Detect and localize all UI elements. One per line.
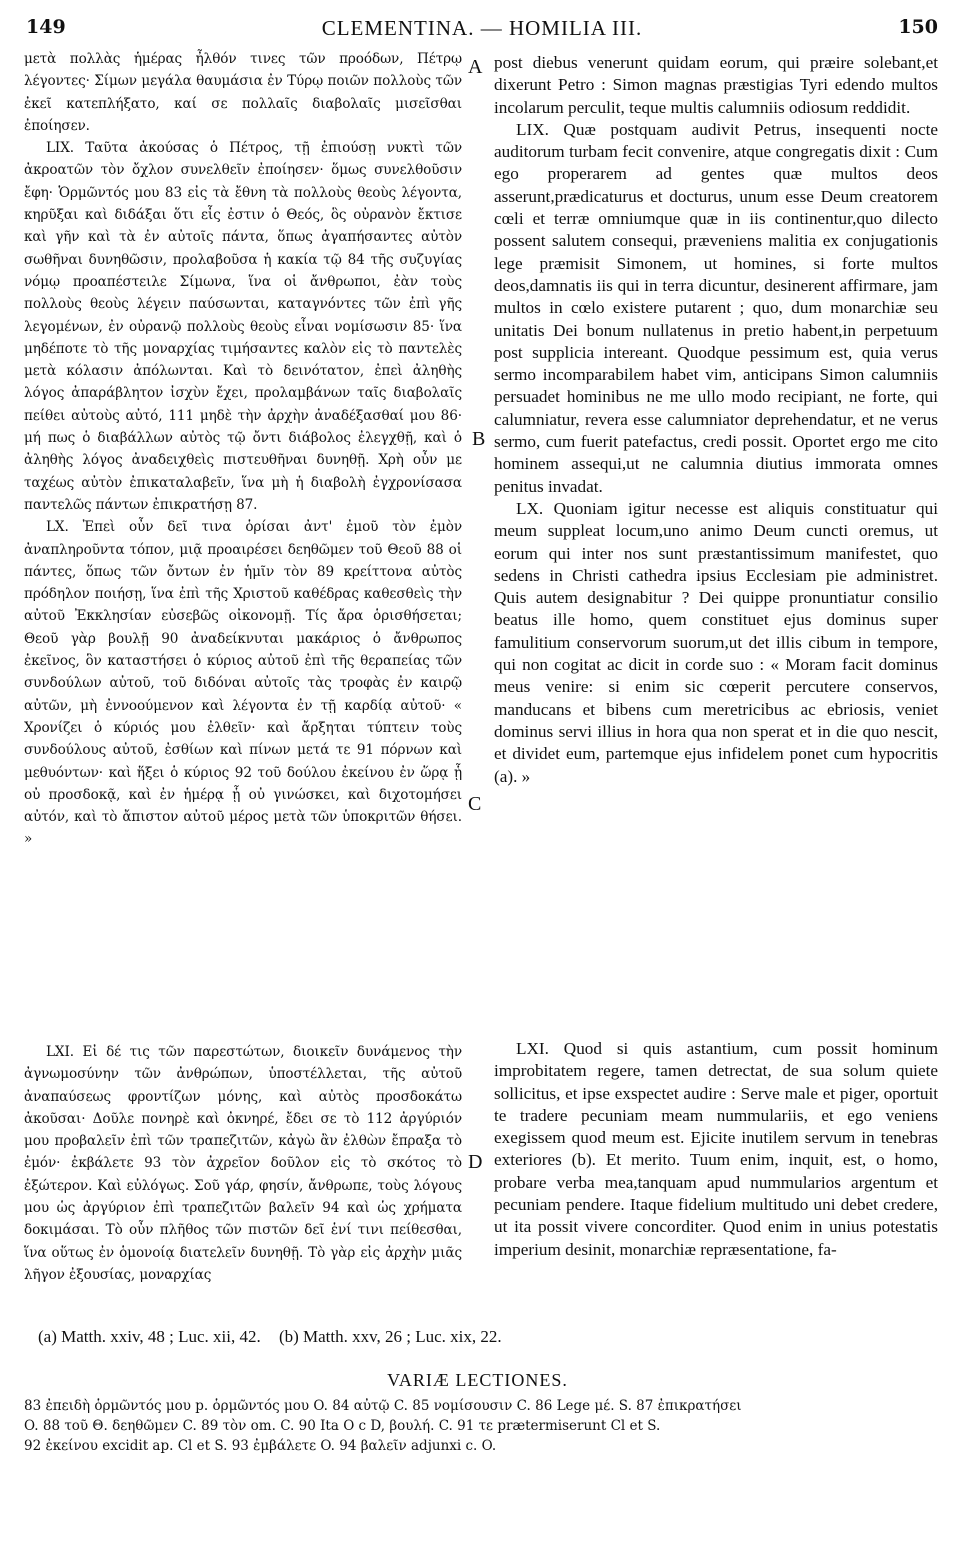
margin-letter-a: A xyxy=(468,56,483,78)
latin-column-bottom xyxy=(494,1038,938,1261)
latin-paragraph-lx: LX. Quoniam igitur necesse est aliquis constituatur qui meum suppleat locum,uno animo Deum cuncti oremus, ut eorum qui inter nos sunt præstantissimum manifestet, quo sedens in Christi cathedra ipsius Ecclesiam pie administret. Quis autem designabitur ? Dei quippe pronuntiatur consilio beatus ille homo, quem constituet ejus dominus super famulitium conservorum suorum,ut det illis cibum in tempore, qui non cogitat ac dicit in corde suo : « Moram facit dominus meus venire: si enim sic cœperit percutere conservos, manducans et bibens cum meretricibus ac ebriosis, veniet dominus servi illius in hora qua non sperat et in die quo nescit, et dividet eum, partemque ejus infidelem ponet cum hypocritis (a). » xyxy=(494,498,938,786)
margin-letter-d: D xyxy=(468,1151,483,1173)
latin-paragraph-intro: post diebus venerunt quidam eorum, qui præire solebant,et dixerunt Petro : Simon magnas præstigias Tyri edendo multos incolarum perculit, teque multis calumniis odiosum reddidit. xyxy=(494,53,938,117)
page-header xyxy=(26,16,938,46)
variae-line: 83 ἐπειδὴ ὁρμῶντός μου p. ὁρμῶντός μου O. 84 αὐτῷ C. 85 νομίσουσιν C. 86 Lege μέ. S. 87 ἐπικρατήσει xyxy=(24,1398,742,1414)
latin-column-top xyxy=(494,52,938,788)
margin-letter-c: C xyxy=(468,793,482,815)
greek-column-bottom xyxy=(24,1041,462,1286)
greek-column-top xyxy=(24,48,462,851)
variae-lectiones-title: VARIÆ LECTIONES. xyxy=(387,1370,568,1390)
greek-paragraph-lx: LX. Ἐπεὶ οὖν δεῖ τινα ὁρίσαι ἀντ' ἐμοῦ τὸν ἐμὸν ἀναπληροῦντα τόπον, μιᾷ προαιρέσει δεηθῶμεν τοῦ Θεοῦ 88 οἱ πάντες, ὅπως τῶν ὄντων ἐν ἡμῖν τὸν 89 κρείττονα αὐτὸς πρόδηλον ποιήσῃ, ἵνα ἐπὶ τῆς Χριστοῦ καθέδρας καθεσθεὶς τὴν αὐτοῦ Ἐκκλησίαν εὐσεβῶς οἰκονομῇ. Τίς ἄρα ὁρισθήσεται; Θεοῦ γὰρ βουλῇ 90 ἀναδείκνυται μακάριος ὁ ἄνθρωπος ἐκεῖνος, ὃν καταστήσει ὁ κύριος αὐτοῦ ἐπὶ τῆς θεραπείας τῶν συνδούλων αὐτοῦ, τοῦ διδόναι αὐτοῖς τὰς τροφὰς ἐν καιρῷ αὐτῶν, μὴ ἐννοούμενον καὶ λέγοντα ἐν τῇ καρδίᾳ αὐτοῦ· « Χρονίζει ὁ κύριός μου ἐλθεῖν· καὶ ἄρξηται τύπτειν τοὺς συνδούλους αὐτοῦ, ἐσθίων καὶ πίνων μετά τε 91 πόρνων καὶ μεθυόντων· καὶ ἥξει ὁ κύριος 92 τοῦ δούλου ἐκείνου ἐν ὥρᾳ ᾗ οὐ προσδοκᾷ, καὶ ἐν ἡμέρᾳ ᾗ οὐ γινώσκει, καὶ διχοτομήσει αὐτόν, καὶ τὸ ἄπιστον αὐτοῦ μέρος μετὰ τῶν ὑποκριτῶν θήσει. » xyxy=(24,519,462,848)
page-number-right: 150 xyxy=(898,16,938,38)
footnote-b: (b) Matth. xxv, 26 ; Luc. xix, 22. xyxy=(278,1327,502,1346)
page-number-left: 149 xyxy=(26,16,66,38)
greek-paragraph-intro: μετὰ πολλὰς ἡμέρας ἦλθόν τινες τῶν προόδων, Πέτρῳ λέγοντες· Σίμων μεγάλα θαυμάσια ἐν Τύρῳ ποιῶν πολλοὺς τῶν ἐκεῖ κατεπλήξατο, καί σε πολλαῖς διαβολαῖς μισεῖσθαι ἐποίησεν. xyxy=(24,51,462,134)
footnotes xyxy=(38,1327,938,1347)
greek-paragraph-lix: LIX. Ταῦτα ἀκούσας ὁ Πέτρος, τῇ ἐπιούσῃ νυκτὶ τῶν ἀκροατῶν τὸν ὄχλον συνελθεῖν ἐποίησεν· ὅμως συνελθοῦσιν ἔφη· Ὁρμῶντός μου 83 εἰς τὰ ἔθνη τὰ πολλοὺς θεοὺς λέγοντα, κηρῦξαι καὶ διδάξαι ὅτι εἷς ἐστιν ὁ Θεός, ὃς οὐρανὸν ἔκτισε καὶ γῆν καὶ τὰ ἐν αὐτοῖς πάντα, ὅπως ἀγαπήσαντες αὐτὸν σωθῆναι δυνηθῶσιν, προλαβοῦσα ἡ κακία τῷ 84 τῆς συζυγίας νόμῳ προαπέστειλε Σίμωνα, ἵνα οἱ ἄνθρωποι, ἐὰν τοὺς πολλοὺς θεοὺς λέγειν παύσωνται, καταγνόντες τῶν ἐπὶ γῆς λεγομένων, ἐν οὐρανῷ πολλοὺς θεοὺς εἶναι νομίσωσιν 85· ἵνα μηδέποτε τὸ τῆς μοναρχίας τιμήσαντες καλὸν εἰς τὸ παντελὲς μετὰ κόλασιν ἀπόλωνται. Καὶ τὸ δεινότατον, ἐπεὶ ἀληθὴς λόγος ἀπαράβλητον ἰσχὺν ἔχει, προλαμβάνων ταῖς διαβολαῖς πείθει αὐτοὺς αὐτό, 111 μηδὲ τὴν ἀρχὴν ἀναδέξασθαί μου 86· μή πως ὁ διαβάλλων αὐτὸς τῷ ὄντι διάβολος ἐλεγχθῇ, καὶ ὁ ἀληθὴς λόγος ἀναδειχθεὶς πιστευθῆναι δυνηθῇ. Χρὴ οὖν με ταχέως αὐτὸν ἐπικαταλαβεῖν, ἵνα μὴ ἡ διαβολὴ ἐγχρονίσασα παντελῶς πάντων ἐπικρατήσῃ 87. xyxy=(24,140,462,513)
variae-line: O. 88 τοῦ Θ. δεηθῶμεν C. 89 τὸν om. C. 90 Ita O c D, βουλή. C. 91 τε prætermiserunt Cl et S. xyxy=(24,1418,661,1434)
latin-paragraph-lix: LIX. Quæ postquam audivit Petrus, insequenti nocte auditorum turbam fecit convenire, atque congregatis dixit : Cum ego properarem ad gentes quæ multos deos asserunt,prædicaturus et docturus, unum esse Deum creatorem cœli et terræ omniumque quæ in iis continentur,quo dilecto possent salutem consequi, præveniens malitia ex conjugationis lege præmisit Simonem, ut homines, si forte multos deos,damnatis iis qui in terra dicuntur, desinerent affirmare, jam multos in cœlo existere putarent ; quo, dum monarchiæ seu unitatis Dei bonum nullatenus in pretio habent,in perpetuum post supplicia intereant. Quodque pessimum est, quia verus sermo incomparabilem habet vim, anticipans Simon calumniis persuadet hominibus ne me ullo modo recipiant, ne forte, qui calumniatur, revera esse calumniator deprehendatur, et ne verus sermo, cum fuerit patefactus, credi possit. Oportet ergo me cito hominem assequi,ut ne calumnia diutius immorata omnes penitus invadat. xyxy=(494,119,938,496)
greek-paragraph-lxi: LXI. Εἰ δέ τις τῶν παρεστώτων, διοικεῖν δυνάμενος τὴν ἀγνωμοσύνην τῶν ἀνθρώπων, ὑποστέλλεται, τῆς αὐτοῦ ἀναπαύσεως φροντίζων μόνης, καὶ αὐτὸς προσδοκάτω ἀκοῦσαι· Δοῦλε πονηρὲ καὶ ὀκνηρέ, ἔδει σε τὸ 112 ἀργύριόν μου προβαλεῖν ἐπὶ τῶν τραπεζιτῶν, κἀγὼ ἂν ἐλθὼν ἔπραξα τὸ ἐμόν· ἐκβάλετε 93 τὸν ἀχρεῖον δοῦλον εἰς τὸ σκότος τὸ ἐξώτερον. Καὶ εὐλόγως. Σοῦ γάρ, φησίν, ἄνθρωπε, τοὺς λόγους μου ὡς ἀργύριον ἐπὶ τραπεζιτῶν βαλεῖν 94 καὶ ὡς χρήματα δοκιμάσαι. Τὸ οὖν πλῆθος τῶν πιστῶν δεῖ ἑνί τινι πείθεσθαι, ἵνα οὕτως ἐν ὁμονοίᾳ διατελεῖν δυνηθῇ. Τὸ γὰρ εἰς ἀρχὴν μιᾶς λῆγον ἐξουσίας, μοναρχίας xyxy=(24,1044,462,1283)
margin-letter-b: B xyxy=(472,428,486,450)
latin-paragraph-lxi: LXI. Quod si quis astantium, cum possit hominum improbitatem regere, tamen detrectat, de sua solum quiete sollicitus, et ipse exspectet audire : Serve male et piger, oportuit te tradere pecuniam meam nummulariis, et ego veniens exegissem quod meum est. Ejicite inutilem servum in tenebras exteriores (b). Et merito. Tuum enim, inquit, est, o homo, probare verba mea,tanquam apud nummularios argentum et pecuniam pendere. Itaque fidelium multitudo uni debet credere, ut ita possit vivere concorditer. Quod enim in unius potestatis imperium desinit, monarchiæ repræsentatione, fa- xyxy=(494,1039,938,1259)
variae-line: 92 ἐκείνου excidit ap. Cl et S. 93 ἐμβάλετε O. 94 βαλεῖν adjunxi c. O. xyxy=(24,1438,497,1454)
variae-lectiones xyxy=(24,1396,938,1456)
running-title: CLEMENTINA. — HOMILIA III. xyxy=(321,16,643,40)
footnote-a: (a) Matth. xxiv, 48 ; Luc. xii, 42. xyxy=(38,1327,261,1346)
